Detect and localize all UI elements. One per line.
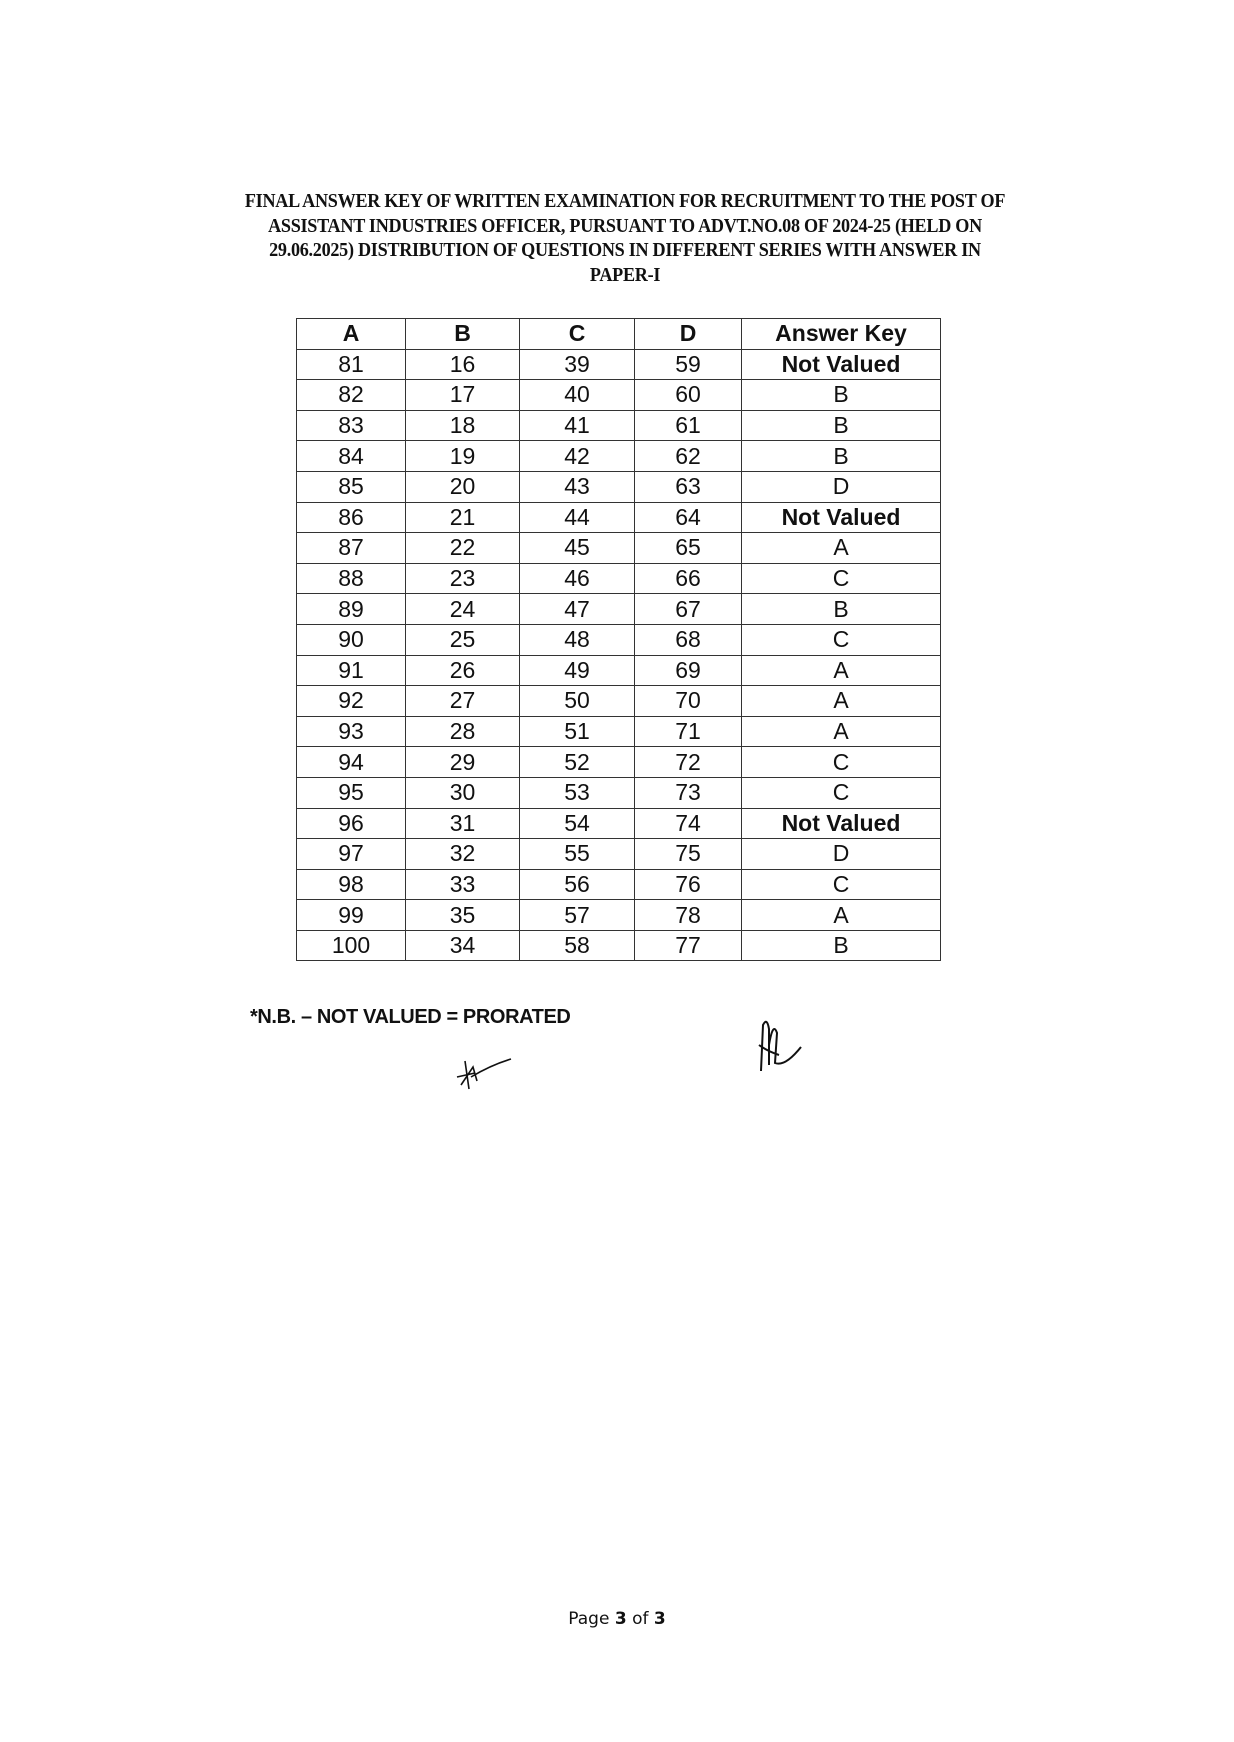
- answer-cell: Not Valued: [742, 808, 941, 839]
- series-c-cell: 41: [520, 410, 635, 441]
- series-d-cell: 61: [635, 410, 742, 441]
- series-a-cell: 84: [297, 441, 406, 472]
- table-row: [297, 900, 941, 931]
- series-a-cell: 82: [297, 380, 406, 411]
- series-d-cell: 70: [635, 686, 742, 717]
- table-row: [297, 808, 941, 839]
- signature-mark-2: [755, 1015, 805, 1075]
- header-series-b: B: [406, 319, 520, 350]
- series-d-cell: 75: [635, 839, 742, 870]
- series-b-cell: 20: [406, 471, 520, 502]
- series-a-cell: 91: [297, 655, 406, 686]
- document-title: [183, 190, 1067, 288]
- answer-cell: Not Valued: [742, 349, 941, 380]
- answer-cell: Not Valued: [742, 502, 941, 533]
- answer-cell: A: [742, 900, 941, 931]
- series-b-cell: 29: [406, 747, 520, 778]
- table-row: [297, 349, 941, 380]
- series-a-cell: 83: [297, 410, 406, 441]
- series-b-cell: 28: [406, 716, 520, 747]
- table-row: [297, 441, 941, 472]
- series-d-cell: 76: [635, 869, 742, 900]
- table-row: [297, 716, 941, 747]
- series-c-cell: 53: [520, 777, 635, 808]
- nb-note: *N.B. – NOT VALUED = PRORATED: [250, 1006, 571, 1028]
- series-d-cell: 60: [635, 380, 742, 411]
- footer-current-page: 3: [614, 1609, 627, 1629]
- series-d-cell: 66: [635, 563, 742, 594]
- header-series-c: C: [520, 319, 635, 350]
- series-c-cell: 54: [520, 808, 635, 839]
- table-row: [297, 869, 941, 900]
- answer-cell: C: [742, 777, 941, 808]
- series-b-cell: 34: [406, 930, 520, 961]
- answer-cell: C: [742, 624, 941, 655]
- series-c-cell: 44: [520, 502, 635, 533]
- table-row: [297, 502, 941, 533]
- header-answer-key: Answer Key: [742, 319, 941, 350]
- table-row: [297, 839, 941, 870]
- table-row: [297, 930, 941, 961]
- header-series-d: D: [635, 319, 742, 350]
- series-d-cell: 73: [635, 777, 742, 808]
- series-c-cell: 52: [520, 747, 635, 778]
- table-row: [297, 777, 941, 808]
- series-a-cell: 97: [297, 839, 406, 870]
- title-line-1: FINAL ANSWER KEY OF WRITTEN EXAMINATION FOR RECRUITMENT TO THE POST OF: [244, 191, 1006, 212]
- table-row: [297, 594, 941, 625]
- answer-cell: B: [742, 441, 941, 472]
- series-d-cell: 63: [635, 471, 742, 502]
- answer-cell: A: [742, 686, 941, 717]
- answer-cell: D: [742, 839, 941, 870]
- series-d-cell: 77: [635, 930, 742, 961]
- series-b-cell: 17: [406, 380, 520, 411]
- series-c-cell: 55: [520, 839, 635, 870]
- series-a-cell: 94: [297, 747, 406, 778]
- series-b-cell: 16: [406, 349, 520, 380]
- series-a-cell: 81: [297, 349, 406, 380]
- answer-cell: C: [742, 747, 941, 778]
- table-row: [297, 533, 941, 564]
- series-b-cell: 31: [406, 808, 520, 839]
- series-c-cell: 45: [520, 533, 635, 564]
- series-a-cell: 86: [297, 502, 406, 533]
- series-a-cell: 87: [297, 533, 406, 564]
- series-d-cell: 78: [635, 900, 742, 931]
- series-c-cell: 58: [520, 930, 635, 961]
- series-b-cell: 27: [406, 686, 520, 717]
- series-a-cell: 100: [297, 930, 406, 961]
- series-a-cell: 92: [297, 686, 406, 717]
- table-row: [297, 471, 941, 502]
- answer-cell: C: [742, 869, 941, 900]
- series-c-cell: 42: [520, 441, 635, 472]
- series-d-cell: 72: [635, 747, 742, 778]
- table-header-row: [297, 319, 941, 350]
- series-d-cell: 69: [635, 655, 742, 686]
- series-a-cell: 95: [297, 777, 406, 808]
- answer-cell: A: [742, 716, 941, 747]
- title-line-4: PAPER-I: [589, 264, 661, 286]
- series-d-cell: 71: [635, 716, 742, 747]
- series-b-cell: 33: [406, 869, 520, 900]
- series-a-cell: 98: [297, 869, 406, 900]
- signature-mark-1: [455, 1055, 515, 1095]
- series-d-cell: 59: [635, 349, 742, 380]
- table-row: [297, 655, 941, 686]
- table-row: [297, 686, 941, 717]
- series-b-cell: 21: [406, 502, 520, 533]
- series-c-cell: 50: [520, 686, 635, 717]
- table-row: [297, 747, 941, 778]
- series-d-cell: 74: [635, 808, 742, 839]
- series-a-cell: 96: [297, 808, 406, 839]
- series-b-cell: 35: [406, 900, 520, 931]
- answer-cell: B: [742, 380, 941, 411]
- series-c-cell: 47: [520, 594, 635, 625]
- series-b-cell: 18: [406, 410, 520, 441]
- series-b-cell: 25: [406, 624, 520, 655]
- answer-cell: D: [742, 471, 941, 502]
- series-b-cell: 24: [406, 594, 520, 625]
- series-c-cell: 46: [520, 563, 635, 594]
- series-b-cell: 26: [406, 655, 520, 686]
- title-line-2: ASSISTANT INDUSTRIES OFFICER, PURSUANT TO ADVT.NO.08 OF 2024-25 (HELD ON: [268, 215, 982, 237]
- series-b-cell: 19: [406, 441, 520, 472]
- series-a-cell: 99: [297, 900, 406, 931]
- series-c-cell: 56: [520, 869, 635, 900]
- series-d-cell: 62: [635, 441, 742, 472]
- series-a-cell: 85: [297, 471, 406, 502]
- series-b-cell: 32: [406, 839, 520, 870]
- series-c-cell: 39: [520, 349, 635, 380]
- answer-cell: A: [742, 533, 941, 564]
- answer-cell: B: [742, 930, 941, 961]
- table-row: [297, 380, 941, 411]
- series-d-cell: 65: [635, 533, 742, 564]
- footer-prefix: Page: [568, 1609, 615, 1629]
- series-b-cell: 22: [406, 533, 520, 564]
- series-c-cell: 51: [520, 716, 635, 747]
- table-row: [297, 563, 941, 594]
- header-series-a: A: [297, 319, 406, 350]
- series-a-cell: 90: [297, 624, 406, 655]
- series-d-cell: 68: [635, 624, 742, 655]
- footer-total-pages: 3: [653, 1609, 666, 1629]
- answer-cell: C: [742, 563, 941, 594]
- series-a-cell: 93: [297, 716, 406, 747]
- series-c-cell: 49: [520, 655, 635, 686]
- title-line-3: 29.06.2025) DISTRIBUTION OF QUESTIONS IN DIFFERENT SERIES WITH ANSWER IN: [269, 240, 981, 261]
- page-footer: [0, 1609, 1234, 1629]
- series-a-cell: 88: [297, 563, 406, 594]
- answer-cell: B: [742, 410, 941, 441]
- series-d-cell: 64: [635, 502, 742, 533]
- footer-of: of: [626, 1609, 654, 1629]
- series-c-cell: 48: [520, 624, 635, 655]
- table-row: [297, 410, 941, 441]
- series-c-cell: 57: [520, 900, 635, 931]
- series-b-cell: 30: [406, 777, 520, 808]
- table-row: [297, 624, 941, 655]
- answer-cell: A: [742, 655, 941, 686]
- series-c-cell: 40: [520, 380, 635, 411]
- table-body: [297, 349, 941, 961]
- series-a-cell: 89: [297, 594, 406, 625]
- answer-cell: B: [742, 594, 941, 625]
- series-c-cell: 43: [520, 471, 635, 502]
- series-d-cell: 67: [635, 594, 742, 625]
- series-b-cell: 23: [406, 563, 520, 594]
- answer-key-table: [296, 318, 941, 961]
